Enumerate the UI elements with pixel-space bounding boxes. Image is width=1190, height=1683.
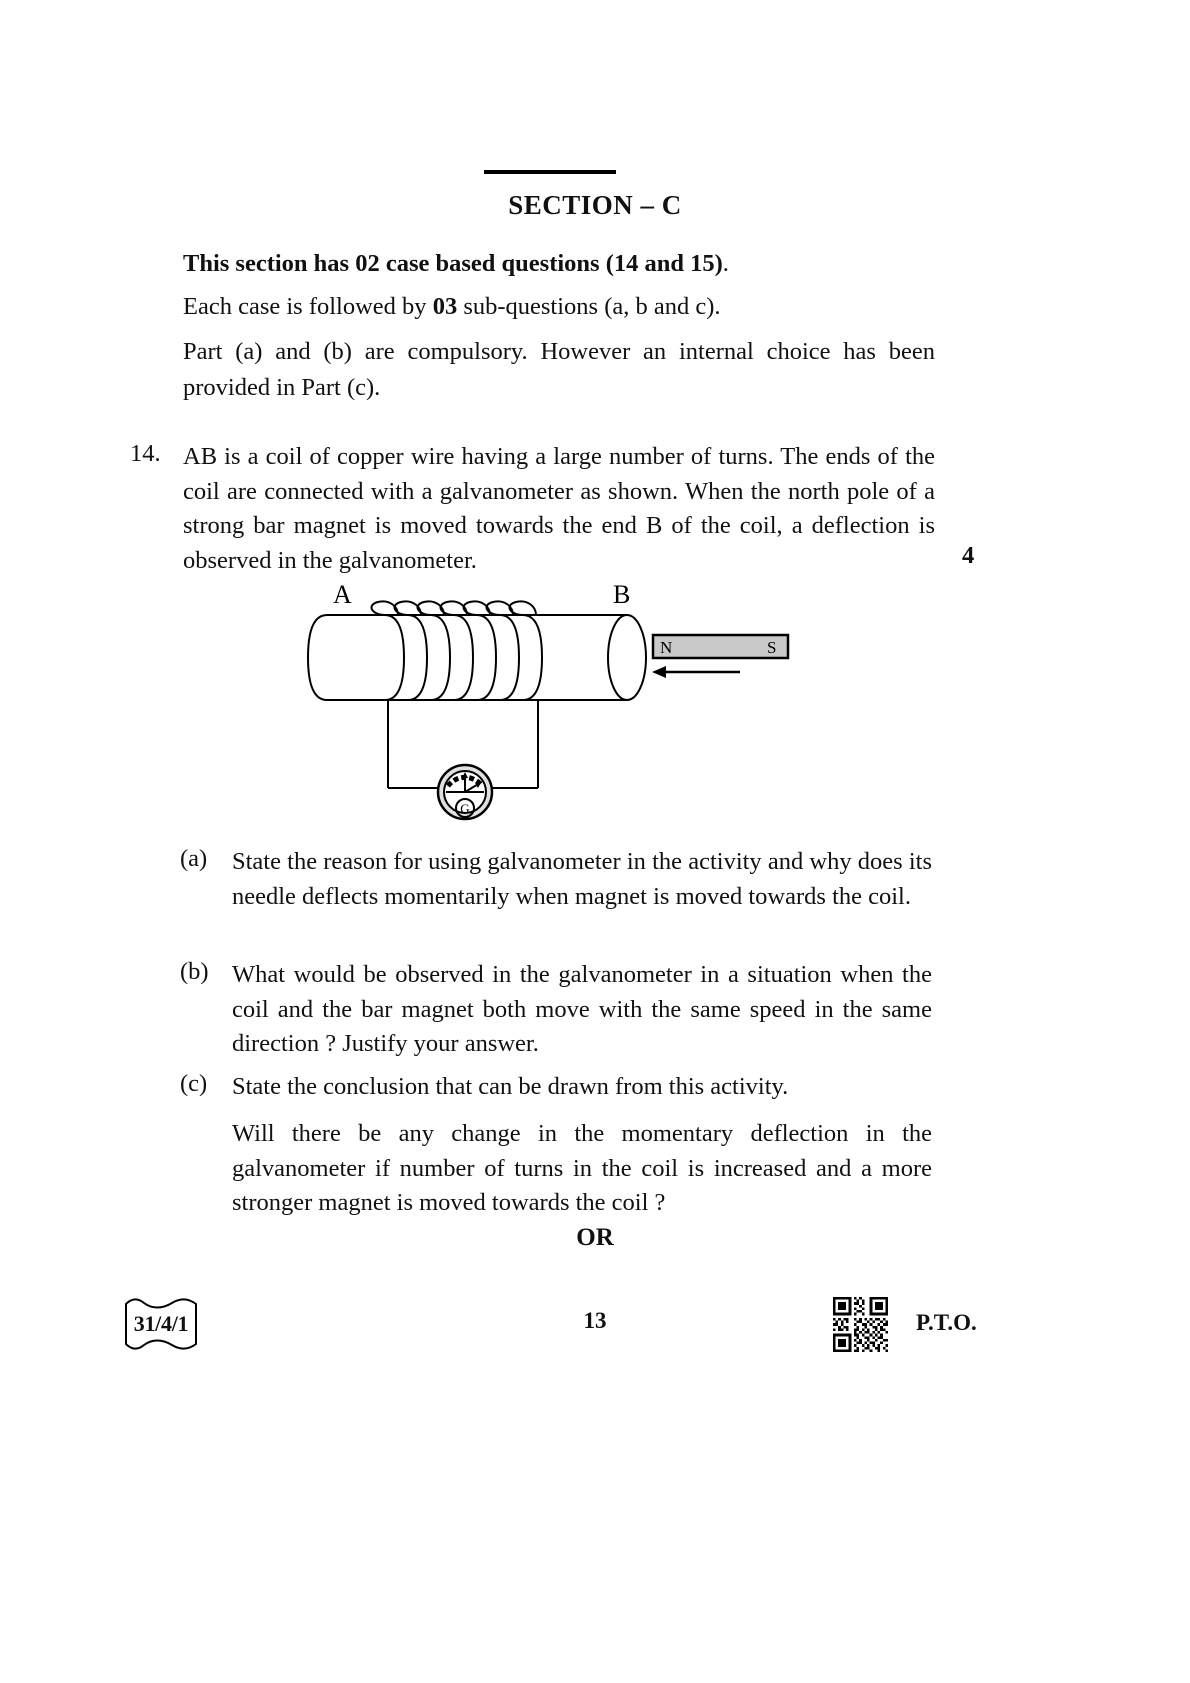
- sub-question-label-a: (a): [180, 845, 208, 872]
- intro-line-1-tail: .: [722, 250, 729, 277]
- section-title-rule: [484, 170, 616, 174]
- galvanometer: [438, 765, 492, 819]
- bar-magnet: [653, 635, 788, 658]
- coil-label-b: B: [613, 580, 631, 609]
- page-number: 13: [583, 1308, 607, 1333]
- sub-question-label-b: (b): [180, 958, 209, 985]
- intro-line-2-bold: 03: [432, 293, 458, 320]
- or-separator: OR: [576, 1224, 614, 1251]
- question-number: 14.: [130, 440, 161, 467]
- intro-line-2-post: sub-questions (a, b and c).: [457, 293, 721, 320]
- galvanometer-label: G: [460, 801, 470, 816]
- magnet-motion-arrow: [652, 666, 740, 678]
- induction-experiment-diagram: [300, 575, 800, 825]
- sub-question-label-c: (c): [180, 1070, 208, 1097]
- question-marks: 4: [962, 542, 975, 569]
- sub-question-c-alternative: Will there be any change in the momentary deflection in the galvanometer if number of turns in the coil is increased and a more stronger magnet is moved towards the coil ?: [232, 1120, 932, 1216]
- intro-line-1: [183, 246, 943, 282]
- magnet-south-label: S: [767, 638, 777, 657]
- intro-line-2: [183, 289, 943, 325]
- sub-question-text-a: State the reason for using galvanometer in the activity and why does its needle deflects momentarily when magnet is moved towards the coil.: [232, 848, 932, 910]
- intro-line-1-bold: This section has 02 case based questions (14 and 15): [183, 250, 723, 277]
- qr-code-icon: [833, 1297, 888, 1352]
- question-stem: AB is a coil of copper wire having a large number of turns. The ends of the coil are connected with a galvanometer as shown. When the north pole of a strong bar magnet is moved towards the end B of the coil, a deflection is observed in the galvanometer.: [183, 443, 935, 574]
- intro-line-2-pre: Each case is followed by: [183, 293, 433, 320]
- pto-label: P.T.O.: [916, 1310, 977, 1335]
- magnet-north-label: N: [660, 638, 673, 657]
- section-title: SECTION – C: [508, 190, 682, 220]
- coil-turns: [372, 601, 542, 700]
- intro-line-3: Part (a) and (b) are compulsory. However an internal choice has been provided in Part (c).: [183, 338, 935, 401]
- solenoid-cylinder: [308, 615, 646, 700]
- coil-label-a: A: [333, 580, 352, 609]
- paper-code-text: 31/4/1: [133, 1311, 189, 1336]
- sub-question-text-c: State the conclusion that can be drawn from this activity.: [232, 1073, 789, 1100]
- sub-question-text-b: What would be observed in the galvanometer in a situation when the coil and the bar magnet both move with the same speed in the same direction ? Justify your answer.: [232, 961, 932, 1057]
